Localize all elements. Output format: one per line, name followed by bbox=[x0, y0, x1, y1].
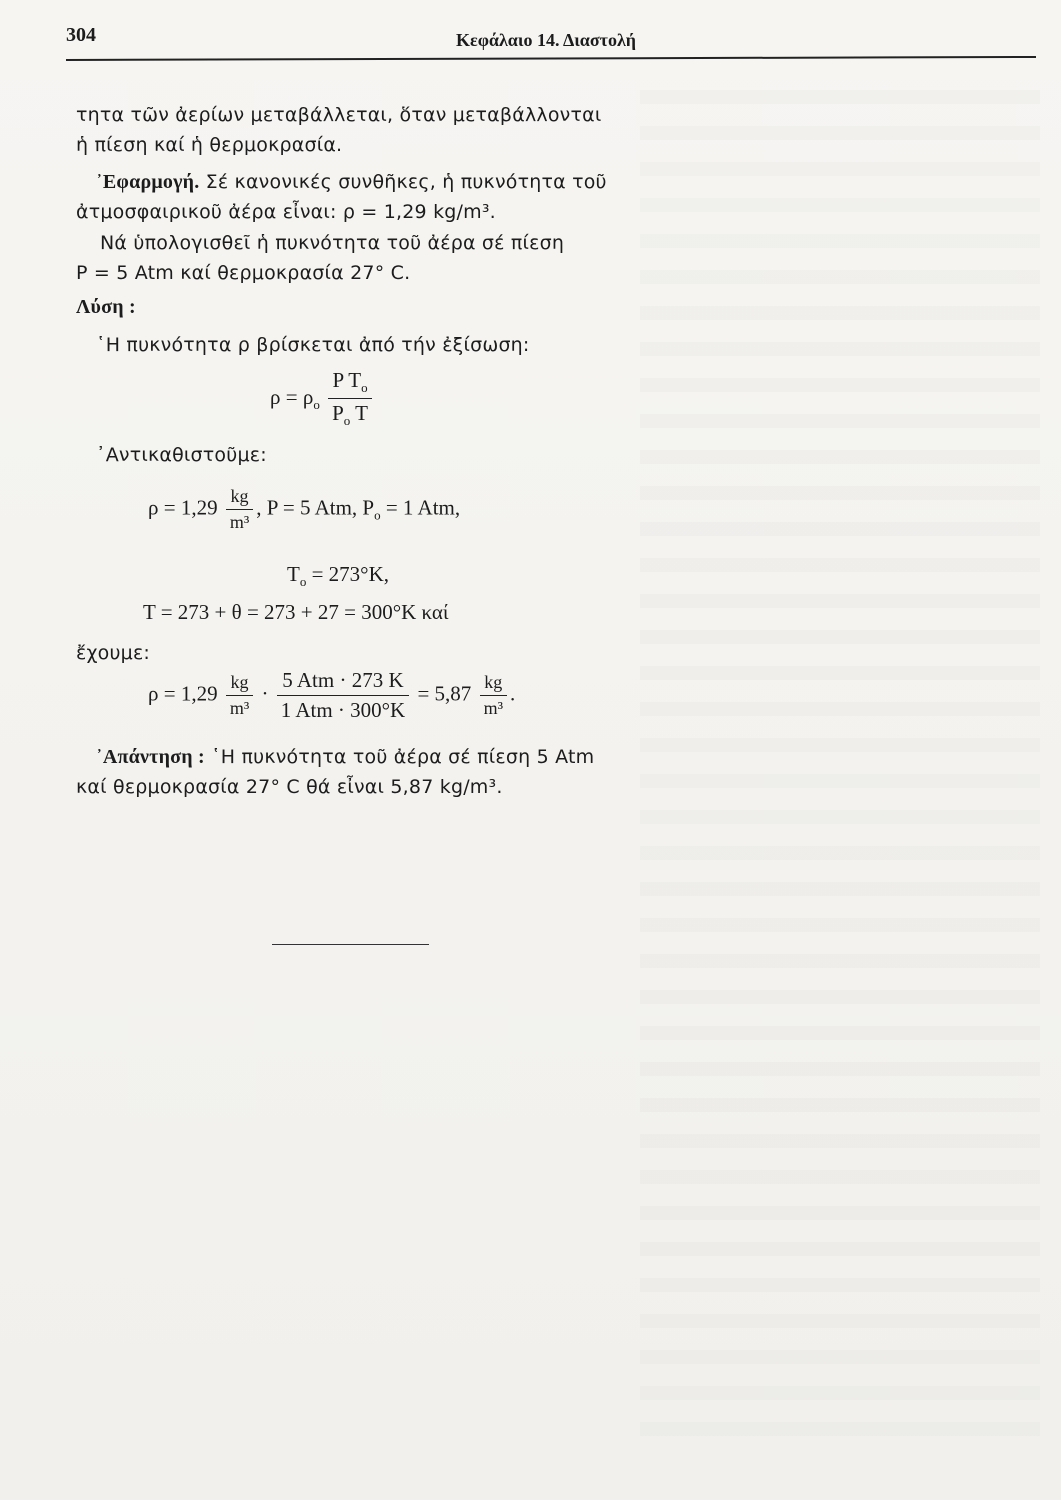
text-line: ἀτμοσφαιρικοῦ ἀέρα εἶναι: ρ = 1,29 kg/m³. bbox=[76, 201, 496, 223]
text-line: Νά ὑπολογισθεῖ ἡ πυκνότητα τοῦ ἀέρα σέ πίεση bbox=[100, 232, 565, 254]
solution-heading bbox=[76, 292, 646, 322]
chapter-title: Κεφάλαιο 14. Διαστολή bbox=[456, 30, 637, 50]
text-line: ῾Η πυκνότητα ρ βρίσκεται ἀπό τήν ἐξίσωση: bbox=[96, 334, 530, 356]
text-line: καί θερμοκρασία 27° C θά εἶναι 5,87 kg/m³. bbox=[76, 776, 503, 798]
ratio-fraction: $\frac{\text{5 Atm · 273 K}}{\text{1 Atm · 300°K}}$ bbox=[277, 668, 409, 723]
application-label: ᾿Εφαρμογή. bbox=[96, 171, 200, 193]
unit-fraction: $\frac{kg}{\text{m³}}$ bbox=[226, 672, 253, 719]
text-line: ἡ πίεση καί ἡ θερμοκρασία. bbox=[76, 134, 343, 156]
page-number: 304 bbox=[66, 24, 96, 46]
page-header bbox=[66, 24, 1026, 58]
solution-label: Λύση : bbox=[76, 296, 136, 318]
section-end-rule bbox=[272, 944, 429, 945]
unit-fraction: $\frac{kg}{\text{m³}}$ bbox=[480, 672, 507, 719]
show-through-shadow bbox=[640, 90, 1040, 1440]
unit-fraction: $\frac{kg}{\text{m³}}$ bbox=[226, 486, 253, 533]
eq-fraction: $\frac{P T_o}{P_o T}$ bbox=[328, 368, 372, 429]
text-line: ᾿Αντικαθιστοῦμε: bbox=[96, 444, 267, 466]
answer-label: ᾿Απάντηση : bbox=[96, 746, 205, 768]
density-equation bbox=[270, 368, 375, 429]
answer-text: ῾Η πυκνότητα τοῦ ἀέρα σέ πίεση 5 Atm bbox=[204, 746, 595, 768]
text-line: τητα τῶν ἀερίων μεταβάλλεται, ὅταν μεταβάλλονται bbox=[76, 104, 602, 126]
substitution-values: ρ = 1,29 $\frac{kg}{\text{m³}}$ , P = 5 Atm, $P_o = 1$ Atm, bbox=[148, 486, 461, 532]
text-line: ἔχουμε: bbox=[76, 642, 151, 664]
text-line: P = 5 Atm καί θερμοκρασία 27° C. bbox=[76, 262, 411, 284]
application-text: Σέ κανονικές συνθῆκες, ἡ πυκνότητα τοῦ bbox=[199, 171, 607, 193]
result-equation: ρ = 1,29 $\frac{kg}{\text{m³}}$ · $\frac{\text{5 Atm · 273 K}}{\text{1 Atm · 300°K}}$ = 5,87 $\frac{kg}{\text{m³}}$ . bbox=[148, 668, 516, 722]
eq-lhs: $\rho = \rho_o$ bbox=[270, 384, 320, 412]
application-paragraph bbox=[96, 167, 666, 197]
temperature-conversion: T = 273 + θ = 273 + 27 = 300°K καί bbox=[143, 600, 449, 624]
answer-paragraph bbox=[96, 742, 666, 772]
standard-temperature: $T_o = 273^\circ K$, bbox=[287, 562, 389, 590]
